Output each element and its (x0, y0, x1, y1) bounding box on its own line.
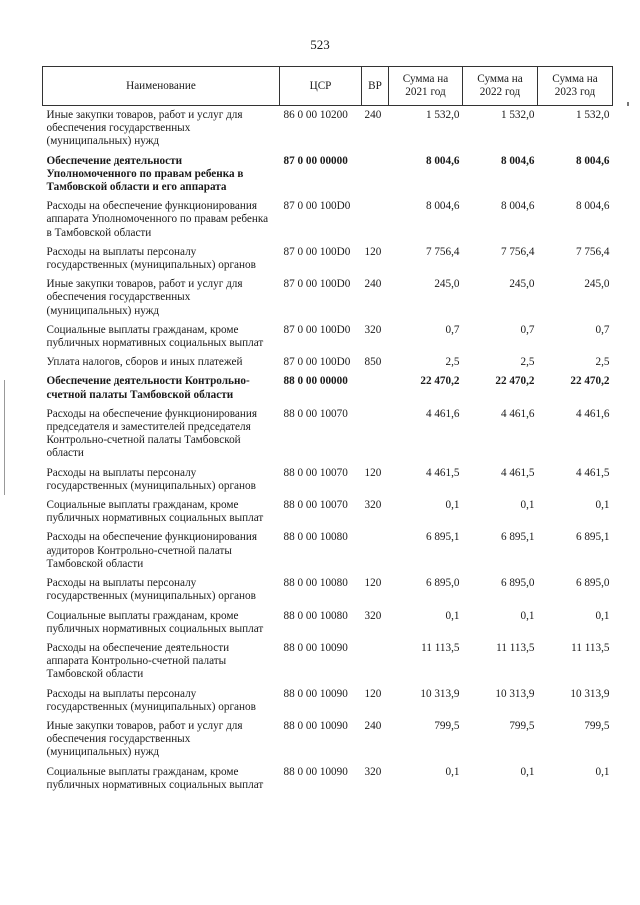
table-row (43, 354, 613, 373)
cell-name: Иные закупки товаров, работ и услуг для обеспечения государственных (муниципальных) нужд (46, 719, 243, 759)
cell-sum-2022: 7 756,4 (500, 245, 535, 258)
cell-sum-2023: 799,5 (584, 719, 610, 732)
cell-sum-2021: 6 895,0 (425, 577, 460, 590)
table-row (43, 640, 613, 686)
table-row (43, 244, 613, 276)
cell-sum-2023: 10 313,9 (570, 687, 610, 700)
table-row (43, 608, 613, 640)
cell-csr: 87 0 00 100D0 (283, 356, 351, 369)
cell-name: Социальные выплаты гражданам, кроме публичных нормативных социальных выплат (46, 765, 264, 791)
budget-table (42, 66, 613, 796)
cell-vr (362, 529, 389, 575)
cell-sum-2021: 6 895,1 (425, 531, 460, 544)
cell-sum-2021: 245,0 (434, 278, 460, 291)
cell-vr: 320 (364, 765, 382, 778)
cell-sum-2021: 4 461,6 (425, 407, 460, 420)
cell-vr (362, 153, 389, 199)
cell-name: Обеспечение деятельности Уполномоченного по правам ребенка в Тамбовской области и его аппарата (46, 154, 244, 194)
cell-name: Социальные выплаты гражданам, кроме публичных нормативных социальных выплат (46, 323, 264, 350)
table-header-row (43, 67, 613, 106)
cell-vr (362, 640, 389, 686)
cell-sum-2023: 7 756,4 (575, 245, 610, 258)
cell-csr: 88 0 00 10080 (283, 531, 348, 544)
cell-sum-2023: 0,1 (595, 499, 610, 512)
cell-csr: 88 0 00 10090 (283, 687, 348, 700)
table-row (43, 529, 613, 575)
column-header-sum-2023: Сумма на 2023 год (538, 67, 613, 106)
cell-csr: 87 0 00 00000 (283, 154, 348, 167)
cell-csr: 88 0 00 10080 (283, 577, 348, 590)
table-row (43, 153, 613, 199)
cell-sum-2022: 0,1 (520, 765, 535, 778)
cell-sum-2023: 1 532,0 (575, 109, 610, 121)
cell-sum-2022: 1 532,0 (500, 109, 535, 121)
cell-csr: 88 0 00 00000 (283, 375, 348, 388)
cell-csr: 88 0 00 10070 (283, 499, 348, 512)
cell-sum-2023: 245,0 (584, 278, 610, 291)
cell-csr: 88 0 00 10090 (283, 641, 348, 654)
table-row (43, 198, 613, 244)
cell-sum-2022: 4 461,6 (500, 407, 535, 420)
cell-csr: 87 0 00 100D0 (283, 278, 351, 291)
table-row (43, 373, 613, 405)
cell-name: Расходы на обеспечение функционирования аппарата Уполномоченного по правам ребенка в Тамбовской области (46, 200, 269, 239)
cell-vr: 120 (364, 466, 382, 479)
scan-margin-mark (627, 102, 629, 106)
table-row (43, 322, 613, 354)
cell-sum-2022: 245,0 (509, 278, 535, 291)
cell-vr: 320 (364, 499, 382, 512)
table-row (43, 106, 613, 153)
cell-vr: 120 (364, 687, 382, 700)
cell-vr: 320 (364, 609, 382, 622)
cell-name: Иные закупки товаров, работ и услуг для обеспечения государственных (муниципальных) нужд (46, 109, 243, 148)
cell-sum-2023: 6 895,0 (575, 577, 610, 590)
cell-sum-2023: 11 113,5 (571, 641, 610, 654)
cell-sum-2021: 10 313,9 (420, 687, 460, 700)
cell-vr: 240 (364, 278, 382, 291)
table-row (43, 718, 613, 764)
cell-sum-2023: 8 004,6 (575, 200, 610, 213)
cell-vr: 240 (364, 719, 382, 732)
cell-csr: 87 0 00 100D0 (283, 245, 351, 258)
cell-sum-2022: 799,5 (509, 719, 535, 732)
cell-sum-2021: 22 470,2 (420, 375, 460, 388)
cell-csr: 86 0 00 10200 (283, 109, 348, 121)
cell-name: Уплата налогов, сборов и иных платежей (46, 356, 243, 369)
cell-csr: 88 0 00 10070 (283, 466, 348, 479)
table-row (43, 465, 613, 497)
cell-vr: 850 (364, 356, 382, 369)
cell-sum-2022: 0,7 (520, 323, 535, 336)
column-header-csr: ЦСР (280, 67, 362, 106)
cell-sum-2021: 2,5 (445, 356, 460, 369)
cell-name: Расходы на обеспечение функционирования аудиторов Контрольно-счетной палаты Тамбовской области (46, 531, 257, 570)
cell-sum-2023: 4 461,5 (575, 466, 610, 479)
column-header-name: Наименование (43, 67, 280, 106)
cell-csr: 88 0 00 10090 (283, 765, 348, 778)
cell-csr: 88 0 00 10070 (283, 407, 348, 420)
cell-name: Расходы на выплаты персоналу государственных (муниципальных) органов (46, 577, 256, 603)
cell-sum-2022: 0,1 (520, 609, 535, 622)
cell-name: Социальные выплаты гражданам, кроме публичных нормативных социальных выплат (46, 609, 264, 635)
cell-name: Расходы на выплаты персоналу государственных (муниципальных) органов (46, 687, 256, 713)
table-row (43, 406, 613, 465)
cell-sum-2022: 10 313,9 (495, 687, 535, 700)
cell-sum-2021: 11 113,5 (421, 641, 460, 654)
cell-sum-2021: 0,7 (445, 323, 460, 336)
cell-name: Расходы на обеспечение функционирования председателя и заместителей председателя Контрольно-счетной палаты Тамбовской области (46, 407, 257, 460)
cell-vr: 240 (364, 109, 382, 121)
cell-sum-2021: 0,1 (445, 609, 460, 622)
cell-name: Расходы на выплаты персоналу государственных (муниципальных) органов (46, 466, 256, 492)
cell-sum-2023: 2,5 (595, 356, 610, 369)
cell-sum-2022: 6 895,0 (500, 577, 535, 590)
cell-sum-2021: 1 532,0 (425, 109, 460, 121)
cell-sum-2023: 0,1 (595, 765, 610, 778)
cell-csr: 87 0 00 100D0 (283, 323, 351, 336)
cell-sum-2022: 2,5 (520, 356, 535, 369)
column-header-sum-2022: Сумма на 2022 год (463, 67, 538, 106)
cell-vr: 120 (364, 577, 382, 590)
column-header-sum-2021: Сумма на 2021 год (389, 67, 463, 106)
cell-sum-2023: 8 004,6 (575, 154, 610, 167)
table-row (43, 276, 613, 322)
column-header-vr: ВР (362, 67, 389, 106)
cell-vr (362, 406, 389, 465)
cell-sum-2021: 8 004,6 (425, 154, 460, 167)
cell-name: Расходы на выплаты персоналу государственных (муниципальных) органов (46, 245, 256, 272)
cell-sum-2021: 4 461,5 (425, 466, 460, 479)
cell-csr: 87 0 00 100D0 (283, 200, 351, 213)
cell-name: Обеспечение деятельности Контрольно-счетной палаты Тамбовской области (46, 375, 250, 401)
cell-name: Иные закупки товаров, работ и услуг для обеспечения государственных (муниципальных) нужд (46, 278, 243, 317)
cell-sum-2023: 6 895,1 (575, 531, 610, 544)
table-body (43, 106, 613, 796)
cell-sum-2022: 11 113,5 (496, 641, 535, 654)
cell-vr: 320 (364, 323, 382, 336)
table-row (43, 764, 613, 796)
cell-sum-2021: 0,1 (445, 499, 460, 512)
cell-sum-2022: 22 470,2 (495, 375, 535, 388)
cell-vr (362, 373, 389, 405)
cell-vr (362, 198, 389, 244)
cell-name: Социальные выплаты гражданам, кроме публичных нормативных социальных выплат (46, 499, 264, 525)
cell-sum-2022: 8 004,6 (500, 154, 535, 167)
cell-sum-2021: 799,5 (434, 719, 460, 732)
cell-sum-2022: 8 004,6 (500, 200, 535, 213)
cell-vr: 120 (364, 245, 382, 258)
table-row (43, 575, 613, 607)
page-number: 523 (310, 37, 330, 52)
cell-csr: 88 0 00 10090 (283, 719, 348, 732)
cell-sum-2021: 0,1 (445, 765, 460, 778)
cell-sum-2021: 8 004,6 (425, 200, 460, 213)
table-row (43, 497, 613, 529)
cell-sum-2023: 0,7 (595, 323, 610, 336)
scan-margin-mark (4, 380, 5, 495)
cell-csr: 88 0 00 10080 (283, 609, 348, 622)
cell-sum-2023: 22 470,2 (570, 375, 610, 388)
cell-sum-2022: 0,1 (520, 499, 535, 512)
cell-sum-2022: 6 895,1 (500, 531, 535, 544)
cell-sum-2023: 0,1 (595, 609, 610, 622)
table-row (43, 686, 613, 718)
cell-sum-2023: 4 461,6 (575, 407, 610, 420)
cell-sum-2021: 7 756,4 (425, 245, 460, 258)
cell-name: Расходы на обеспечение деятельности аппарата Контрольно-счетной палаты Тамбовской области (46, 641, 230, 681)
cell-sum-2022: 4 461,5 (500, 466, 535, 479)
